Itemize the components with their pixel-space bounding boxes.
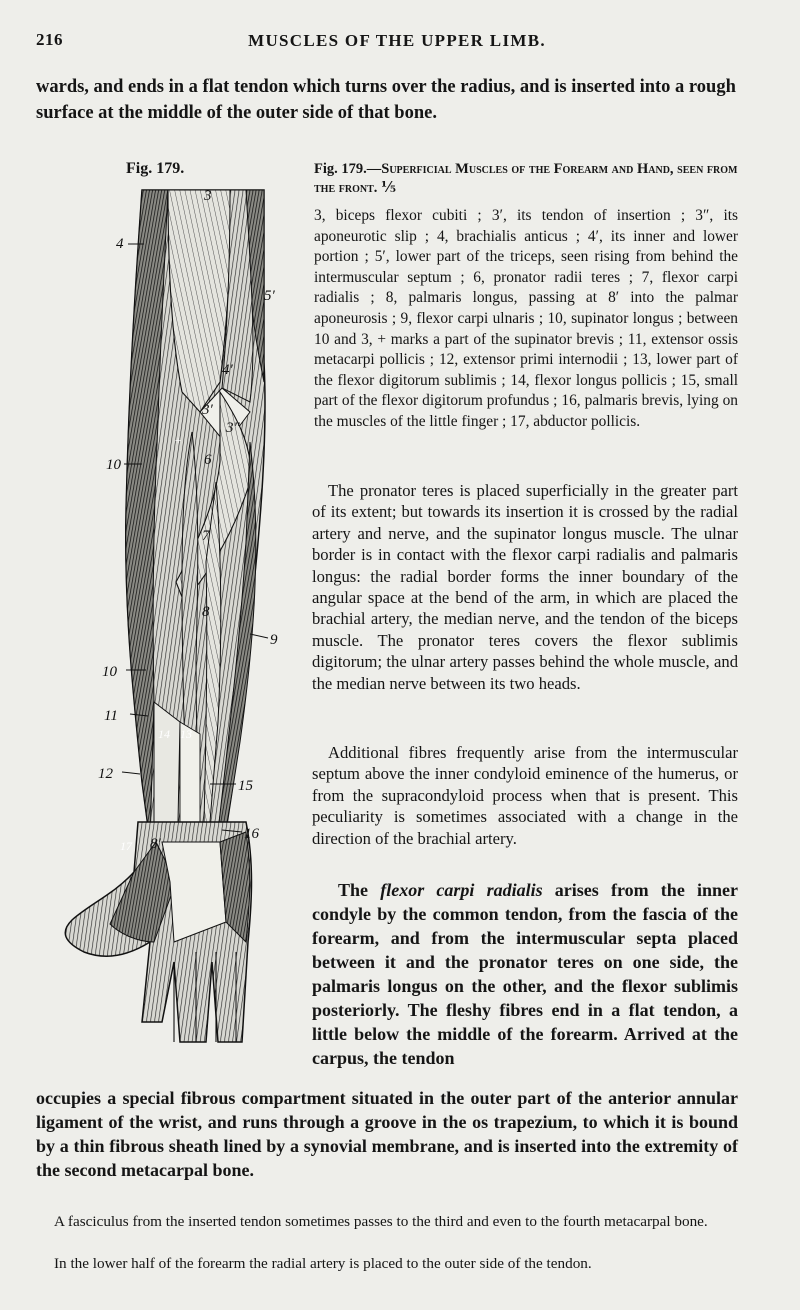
paragraph-flexor-carpi-radialis [312,878,738,1070]
label-6: 6 [204,452,212,468]
paragraph-fasciculus: A fasciculus from the inserted tendon sometimes passes to the third and even to the fourth metacarpal bone. [54,1213,708,1230]
caption-prefix: Fig. 179.— [314,161,382,177]
label-11: 11 [104,708,118,724]
figure-caption-body: 3, biceps flexor cubiti ; 3′, its tendon of insertion ; 3″, its aponeurotic slip ; 4, brachialis anticus ; 4′, its inner and lower portion ; 5′, lower part of the triceps, seen rising from behind the intermuscular septum ; 6, pronator radii teres ; 7, flexor carpi radialis ; 8, palmaris longus, passing at 8′ into the palmar aponeurosis ; 9, flexor carpi ulnaris ; 10, supinator longus ; between 10 and 3, + marks a part of the supinator brevis ; 11, extensor ossis metacarpi pollicis ; 12, extensor primi internodii ; 13, lower part of the flexor digitorum sublimis ; 14, flexor longus pollicis ; 15, small part of the flexor digitorum profundus ; 16, palmaris brevis, lying on the muscles of the little finger ; 17, abductor pollicis. [314,207,738,430]
label-10-upper: 10 [106,457,121,473]
label-10-lower: 10 [102,664,117,680]
forearm-engraving [50,182,308,1052]
forearm-illustration [50,182,308,1052]
label-16: 16 [244,826,259,842]
paragraph-flexor-carpi-radialis-continued: occupies a special fibrous compartment situated in the outer part of the anterior annular ligament of the wrist, and runs through a groove in the os trapezium, to which it is bound by a thin fibrous sheath lined by a synovial membrane, and is inserted into the extremity of the second metacarpal bone. [36,1088,738,1180]
intro-paragraph: wards, and ends in a flat tendon which turns over the radius, and is inserted into a rough surface at the middle of the outer side of that bone. [36,77,736,123]
label-8-prime: 8′ [150,836,161,852]
caption-scale: ⅕ [381,180,397,196]
figure-caption-title [314,160,742,198]
label-13: 13 [180,727,192,741]
label-4-prime: 4′ [222,362,233,378]
running-head: MUSCLES OF THE UPPER LIMB. [248,31,546,50]
label-4: 4 [116,236,124,252]
paragraph-additional-fibres: Additional fibres frequently arise from the intermuscular septum above the inner condyloid eminence of the humerus, or from the supracondyloid process when that is present. This peculiarity is sometimes associated with a change in the direction of the brachial artery. [312,743,738,848]
label-17: 17 [120,839,132,853]
label-3: 3 [204,188,212,204]
paragraph-radial-artery: In the lower half of the forearm the radial artery is placed to the outer side of the tendon. [54,1255,592,1272]
label-8: 8 [202,604,210,620]
label-12: 12 [98,766,113,782]
label-9: 9 [270,632,278,648]
fcr-text: arises from the inner condyle by the common tendon, from the fascia of the forearm, and from the intermuscular septa placed between it and the pronator teres on one side, the palmaris longus on the other, and the flexor sublimis posteriorly. The fleshy fibres end in a flat tendon, a little below the middle of the forearm. Arrived at the carpus, the tendon [312,880,738,1068]
fcr-intro: The [338,880,381,900]
caption-title-text: Superficial Muscles of the Forearm and Hand, seen from the front. [314,161,738,196]
label-3-double-prime: 3″ [226,420,240,436]
label-5-prime: 5′ [264,288,275,304]
page-number: 216 [36,30,63,49]
paragraph-pronator-teres: The pronator teres is placed superficially in the greater part of its extent; but towards its insertion it is crossed by the radial artery and nerve, and the supinator longus muscle. The ulnar border is in contact with the flexor carpi radialis and palmaris longus: the radial border forms the inner boundary of the angular space at the bend of the arm, in which are placed the brachial artery, the median nerve, and the tendon of the biceps muscle. The pronator teres covers the flexor sublimis digitorum; the ulnar artery passes behind the whole muscle, and the median nerve between its two heads. [312,481,738,693]
label-3-prime: 3′ [202,402,213,418]
label-7: 7 [202,528,210,544]
figure-label: Fig. 179. [126,160,185,177]
fcr-term: flexor carpi radialis [380,880,543,900]
label-plus: + [174,433,183,447]
label-14: 14 [158,727,170,741]
page-header [36,30,758,56]
label-15: 15 [238,778,253,794]
